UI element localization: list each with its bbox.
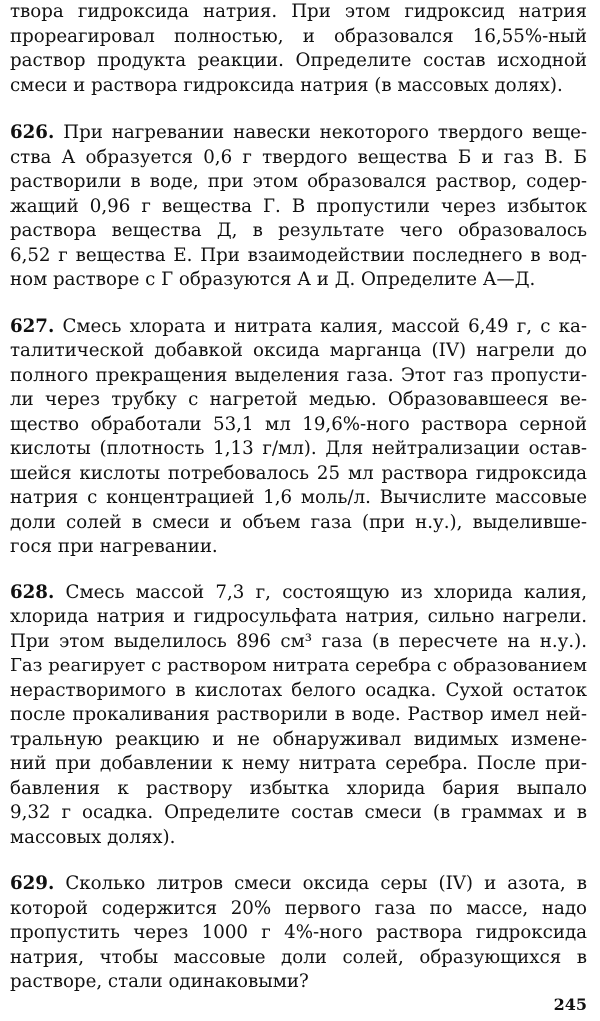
problem-number: 627. <box>10 315 55 337</box>
text-line <box>10 315 587 340</box>
problem-text: Смесь хлората и нитрата калия, массой 6,49 г, с ка- <box>54 315 587 337</box>
text-line <box>10 121 587 146</box>
text-line: тральную реакцию и не обнаруживал видимых измене- <box>10 728 587 750</box>
text-line: полного прекращения выделения газа. Этот газ пропусти- <box>10 364 587 386</box>
problem-number: 626. <box>10 122 55 143</box>
text-line: 6,52 г вещества Е. При взаимодействии последнего в вод- <box>10 244 587 266</box>
problem-text: Смесь массой 7,3 г, состоящую из хлорида калия, <box>54 581 587 603</box>
text-line: Газ реагирует с раствором нитрата серебра с образованием <box>10 655 587 676</box>
text-line: доли солей в смеси и объем газа (при н.у.), выделивше- <box>10 511 587 533</box>
text-line: раствор продукта реакции. Определите состав исходной <box>10 50 587 71</box>
text-line: которой содержится 20% первого газа по массе, надо <box>10 897 587 919</box>
text-line: щество обработали 53,1 мл 19,6%-ного раствора серной <box>10 413 587 435</box>
text-line: прореагировал полностью, и образовался 16,55%-ный <box>10 25 587 47</box>
text-line: ний при добавлении к нему нитрата серебра. После при- <box>10 753 587 774</box>
text-line: раствора вещества Д, в результате чего образовалось <box>10 220 587 241</box>
problem-text: Сколько литров смеси оксида серы (IV) и азота, в <box>54 873 587 894</box>
text-line: натрия, чтобы массовые доли солей, образующихся в <box>10 946 587 968</box>
text-line: кислоты (плотность 1,13 г/мл). Для нейтрализации остав- <box>10 438 587 459</box>
problem-626 <box>10 121 587 293</box>
problem-text: При нагревании навески некоторого твердого веще- <box>54 122 587 143</box>
text-line <box>10 872 587 897</box>
text-line: шейся кислоты потребовалось 25 мл раствора гидроксида <box>10 462 587 484</box>
text-line: растворили в воде, при этом образовался раствор, содер- <box>10 171 587 192</box>
text-line: ном растворе с Г образуются А и Д. Определите А—Д. <box>10 269 536 290</box>
text-line: ли через трубку с нагретой медью. Образовавшееся ве- <box>10 389 587 410</box>
text-line: жащий 0,96 г вещества Г. В пропустили через избыток <box>10 195 587 217</box>
text-line: бавления к раствору избытка хлорида бария выпало <box>10 777 587 799</box>
text-line: твора гидроксида натрия. При этом гидроксид натрия <box>10 1 587 22</box>
text-line: 9,32 г осадка. Определите состав смеси (в граммах и в <box>10 802 587 823</box>
text-line: гося при нагревании. <box>10 536 218 557</box>
text-line: ства А образуется 0,6 г твердого вещества Б и газ В. Б <box>10 146 587 168</box>
intro-continuation <box>10 0 587 98</box>
problem-629 <box>10 872 587 995</box>
problem-number: 629. <box>10 873 55 894</box>
page-number: 245 <box>553 995 587 1014</box>
text-line: после прокаливания растворили в воде. Раствор имел ней- <box>10 704 587 725</box>
text-line <box>10 581 587 606</box>
problem-627 <box>10 315 587 560</box>
text-line: нерастворимого в кислотах белого осадка. Сухой остаток <box>10 679 587 701</box>
text-line: При этом выделилось 896 см³ газа (в пересчете на н.у.). <box>10 630 587 652</box>
text-line: талитической добавкой оксида марганца (IV) нагрели до <box>10 340 587 361</box>
text-line: массовых долях). <box>10 826 176 848</box>
problem-628 <box>10 581 587 851</box>
text-line: натрия с концентрацией 1,6 моль/л. Вычислите массовые <box>10 487 587 508</box>
text-line: растворе, стали одинаковыми? <box>10 971 309 992</box>
text-line: пропустить через 1000 г 4%-ного раствора гидроксида <box>10 922 587 943</box>
book-page <box>10 0 587 995</box>
text-line: хлорида натрия и гидросульфата натрия, сильно нагрели. <box>10 606 587 627</box>
problem-number: 628. <box>10 581 55 603</box>
text-line: смеси и раствора гидроксида натрия (в массовых долях). <box>10 74 563 96</box>
